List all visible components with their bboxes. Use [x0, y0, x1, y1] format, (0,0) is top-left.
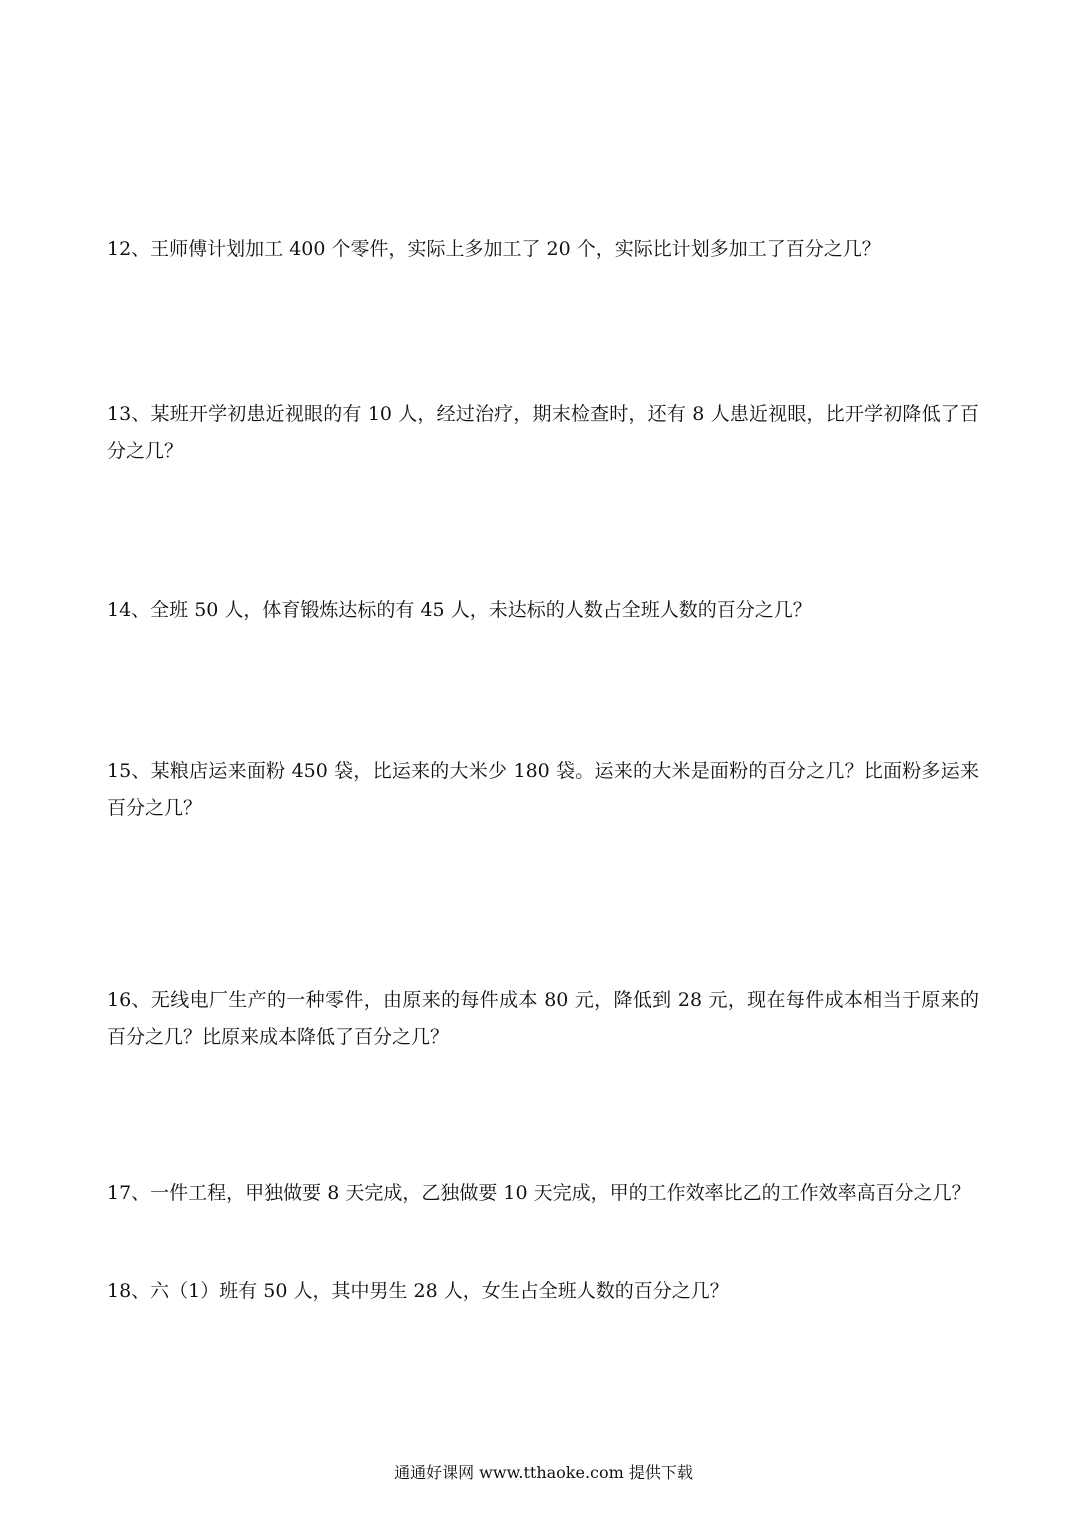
question-18: 18、六（1）班有 50 人，其中男生 28 人，女生占全班人数的百分之几？	[107, 1280, 729, 1302]
question-15: 15、某粮店运来面粉 450 袋，比运来的大米少 180 袋。运来的大米是面粉的百分之几？比面粉多运来百分之几？	[107, 760, 979, 819]
question-14: 14、全班 50 人，体育锻炼达标的有 45 人，未达标的人数占全班人数的百分之几？	[107, 599, 812, 621]
question-16: 16、无线电厂生产的一种零件，由原来的每件成本 80 元，降低到 28 元，现在每件成本相当于原来的百分之几？比原来成本降低了百分之几？	[107, 989, 979, 1048]
question-13: 13、某班开学初患近视眼的有 10 人，经过治疗，期末检查时，还有 8 人患近视眼，比开学初降低了百分之几？	[107, 403, 979, 462]
question-12: 12、王师傅计划加工 400 个零件，实际上多加工了 20 个，实际比计划多加工了百分之几？	[107, 238, 881, 260]
page-footer: 通通好课网 www.tthaoke.com 提供下载	[394, 1463, 693, 1482]
question-17: 17、一件工程，甲独做要 8 天完成，乙独做要 10 天完成，甲的工作效率比乙的工作效率高百分之几？	[107, 1182, 971, 1204]
